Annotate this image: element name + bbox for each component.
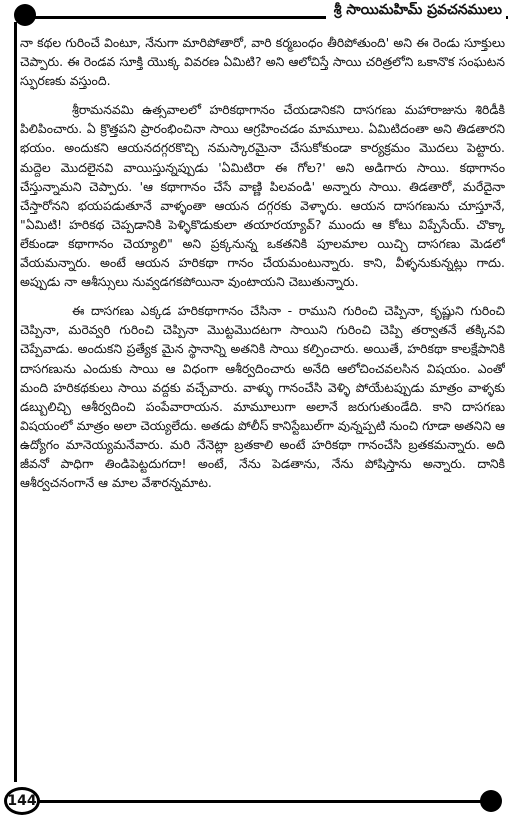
paragraph: ఈ దాసగణు ఎక్కడ హరికథాగానం చేసినా - రాముని గురించి చెప్పినా, కృష్ణుని గురించి చెప్పినా, మరెవ్వరి గురించి చెప్పినా మొట్టమొదటగా సాయిని గురించి చెప్పి తర్వాతనే తక్కినవి చెప్పేవాడు. అందుకని ప్రత్యేక మైన స్థానాన్ని అతనికి సాయి కల్పించారు. అయితే, హరికథా కాలక్షేపానికి దాసగణును ఎందుకు సాయి ఆ విధంగా ఆశీర్వదించారు అనేది ఆలోచించవలసిన విషయం. ఎంతో మంది హరికథకులు సాయి వద్దకు వచ్చేవారు. వాళ్ళు గానంచేసి వెళ్ళి పోయేటప్పుడు మాత్రం వాళ్ళకు డబ్బులిచ్చి ఆశీర్వదించి పంపేవారాయన. మామూలుగా అలానే జరుగుతుండేది. కాని దాసగణు విషయంలో మాత్రం అలా చెయ్యలేదు. అతడు పోలీస్ కానిస్టేబుల్‌గా వున్నప్పటి నుంచి గూడా అతనిని ఆ ఉద్యోగం మానెయ్యమనేవారు. మరి నేనెట్లా బ్రతకాలి అంటే హరికథా గానంచేసి బ్రతకమన్నారు. అది జీవనో పాధిగా తిండిపెట్టదుగదా! అంటే, నేను పెడతాను, నేను పోషిస్తాను అన్నారు. దానికి ఆశీర్వచనంగానే ఆ మాల వేశారన్నమాట.	[20, 303, 505, 491]
page-number: 144	[4, 787, 40, 815]
header-bullet	[14, 4, 36, 26]
running-title: శ్రీ సాయిమహిమ్ ప్రవచనములు	[326, 2, 506, 21]
footer-bullet	[480, 790, 502, 812]
paragraph: శ్రీరామనవమి ఉత్సవాలలో హరికథాగానం చేయడానికని దాసగణు మహారాజును శిరిడీకి పిలిపించారు. ఏ క్రొత్తపని ప్రారంభించినా సాయి ఆగ్రహించడం మామూలు. ఏమిటిదంతా అని తిడతారని భయం. అందుకని ఆయనదగ్గరకొచ్చి నమస్కారమైనా చేసుకోకుండా కార్యక్రమం మొదలు పెట్టారు. మద్దెల మొదలైనవి వాయిస్తున్నప్పుడు 'ఏమిటిరా ఈ గోల?' అని అడిగారు సాయి. కథాగానం చేస్తున్నామని చెప్పారు. 'ఆ కథాగానం చేసే వాణ్ణి పిలవండి' అన్నారు సాయి. తిడతారో, మరేదైనా చేస్తారోనని భయపడుతూనే వాళ్ళంతా ఆయన దగ్గరకు వెళ్ళారు. ఆయన దాసగణును చూస్తూనే, "ఏమిటి! హరికథ చెప్పడానికి పెళ్ళికొడుకులా తయారయ్యావ్? ముందు ఆ కోటు విప్పేసేయ్. చొక్కా లేకుండా కథాగానం చెయ్యాలి" అని ప్రక్కనున్న ఒకతనికి పూలమాల యిచ్చి దాసగణు మెడలో వేయమన్నారు. అంటే ఆయన హరికథా గానం చేయమంటున్నారు. కాని, వీళ్ళనుకున్నట్లు గాదు. అప్పుడు నా ఆశీస్సులు నువ్వడగకపోయినా వుంటాయని చెబుతున్నారు.	[20, 102, 505, 290]
left-margin-rule	[14, 22, 17, 782]
page-footer	[0, 782, 520, 826]
body-text	[20, 33, 505, 781]
running-header	[10, 4, 508, 30]
paragraph: నా కథల గురించే వింటూ, నేనుగా మారిపోతారో, వారి కర్మబంధం తీరిపోతుంది' అని ఈ రెండు సూక్తులు చెప్పారు. ఈ రెండవ సూక్తి యొక్క వివరణ ఏమిటి? అని ఆలోచిస్తే సాయి చరిత్రలోని ఒకానొక సంఘటన స్ఫురణకు వస్తుంది.	[20, 35, 505, 89]
footer-rule	[14, 800, 494, 803]
